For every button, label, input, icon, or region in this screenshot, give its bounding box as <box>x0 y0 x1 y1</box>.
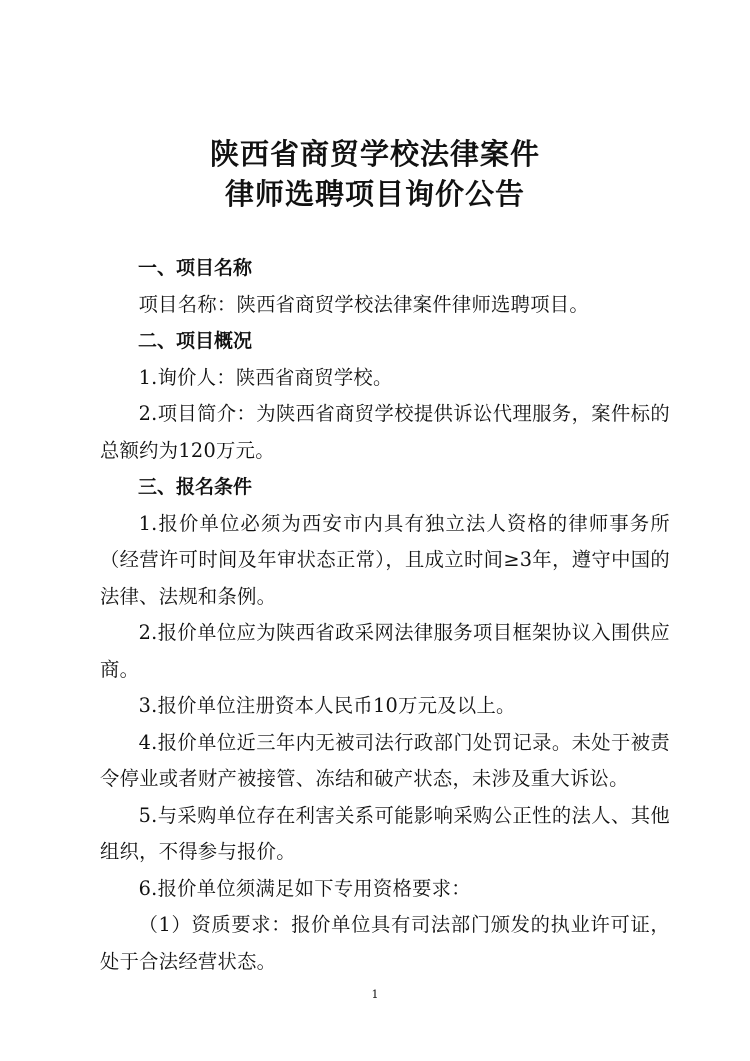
page-number: 1 <box>371 988 379 1001</box>
document-title-line-1: 陕西省商贸学校法律案件 <box>209 137 540 171</box>
section-heading-project-name: 一、项目名称 <box>138 257 253 279</box>
paragraph-inquirer: 1.询价人：陕西省商贸学校。 <box>138 365 393 389</box>
paragraph-project-intro: 2.项目简介：为陕西省商贸学校提供诉讼代理服务，案件标的总额约为120万元。 <box>100 402 670 462</box>
paragraph-condition-3: 3.报价单位注册资本人民币10万元及以上。 <box>138 694 516 717</box>
section-heading-project-overview: 二、项目概况 <box>138 330 253 352</box>
paragraph-condition-2: 2.报价单位应为陕西省政采网法律服务项目框架协议入围供应商。 <box>100 621 670 681</box>
paragraph-condition-5: 5.与采购单位存在利害关系可能影响采购公正性的法人、其他组织，不得参与报价。 <box>100 803 670 863</box>
document-title-line-2: 律师选聘项目询价公告 <box>224 177 525 211</box>
paragraph-condition-6-1: （1）资质要求：报价单位具有司法部门颁发的执业许可证，处于合法经营状态。 <box>100 913 670 973</box>
paragraph-condition-1: 1.报价单位必须为西安市内具有独立法人资格的律师事务所（经营许可时间及年审状态正常），且成立时间≥3年，遵守中国的法律、法规和条例。 <box>100 511 670 608</box>
paragraph-condition-6: 6.报价单位须满足如下专用资格要求： <box>138 876 471 900</box>
paragraph-project-name: 项目名称：陕西省商贸学校法律案件律师选聘项目。 <box>138 292 589 316</box>
paragraph-condition-4: 4.报价单位近三年内无被司法行政部门处罚记录。未处于被责令停业或者财产被接管、冻结和破产状态，未涉及重大诉讼。 <box>100 730 670 790</box>
document-body <box>100 250 670 980</box>
section-heading-registration-conditions: 三、报名条件 <box>138 476 253 498</box>
